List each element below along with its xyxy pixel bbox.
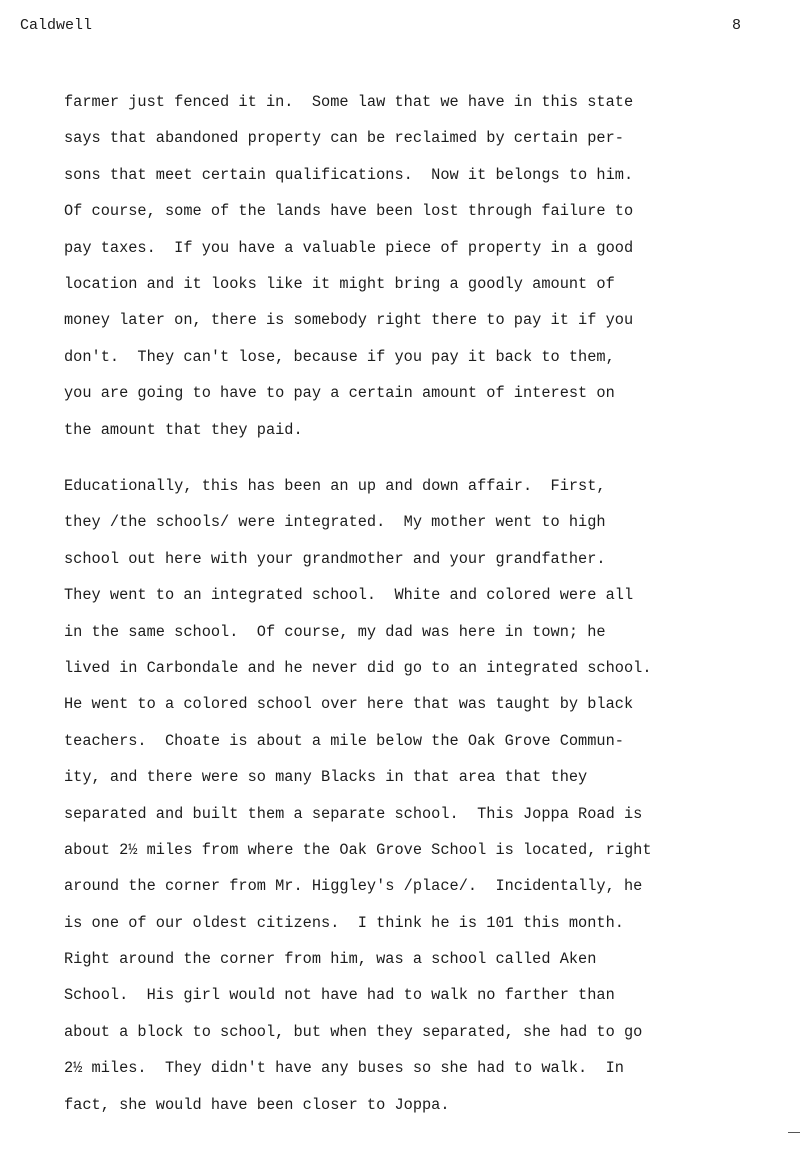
text-line: about 2½ miles from where the Oak Grove School is located, right — [64, 840, 652, 859]
text-line: ity, and there were so many Blacks in that area that they — [64, 768, 588, 787]
page-number: 8 — [732, 17, 742, 34]
text-line: They went to an integrated school. White and colored were all — [64, 586, 634, 605]
paragraph-2 — [64, 468, 652, 1123]
text-line: pay taxes. If you have a valuable piece of property in a good — [64, 238, 634, 257]
text-line: in the same school. Of course, my dad was here in town; he — [64, 622, 606, 641]
text-line: is one of our oldest citizens. I think he is 101 this month. — [64, 913, 624, 932]
text-line: sons that meet certain qualifications. Now it belongs to him. — [64, 165, 634, 184]
text-line: School. His girl would not have had to walk no farther than — [64, 986, 615, 1005]
paragraph-1 — [64, 84, 633, 448]
text-line: around the corner from Mr. Higgley's /place/. Incidentally, he — [64, 877, 643, 896]
text-line: fact, she would have been closer to Joppa. — [64, 1095, 450, 1114]
text-line: location and it looks like it might bring a goodly amount of — [64, 274, 615, 293]
text-line: they /the schools/ were integrated. My mother went to high — [64, 513, 606, 532]
text-line: He went to a colored school over here that was taught by black — [64, 695, 634, 714]
text-line: separated and built them a separate school. This Joppa Road is — [64, 804, 643, 823]
text-line: lived in Carbondale and he never did go to an integrated school. — [64, 658, 652, 677]
text-line: Of course, some of the lands have been lost through failure to — [64, 202, 634, 221]
author-header: Caldwell — [20, 17, 93, 34]
text-line: school out here with your grandmother and your grandfather. — [64, 549, 606, 568]
text-line: about a block to school, but when they separated, she had to go — [64, 1022, 643, 1041]
text-line: Right around the corner from him, was a school called Aken — [64, 950, 597, 969]
text-line: Educationally, this has been an up and down affair. First, — [64, 477, 606, 495]
text-line: 2½ miles. They didn't have any buses so she had to walk. In — [64, 1059, 624, 1078]
text-line: says that abandoned property can be reclaimed by certain per- — [64, 129, 624, 148]
text-line: money later on, there is somebody right there to pay it if you — [64, 311, 634, 330]
text-line: you are going to have to pay a certain amount of interest on — [64, 384, 615, 403]
margin-mark — [788, 1132, 800, 1133]
text-line: don't. They can't lose, because if you pay it back to them, — [64, 347, 615, 366]
text-line: farmer just fenced it in. Some law that we have in this state — [64, 93, 634, 111]
text-line: the amount that they paid. — [64, 420, 303, 439]
text-line: teachers. Choate is about a mile below the Oak Grove Commun- — [64, 731, 624, 750]
